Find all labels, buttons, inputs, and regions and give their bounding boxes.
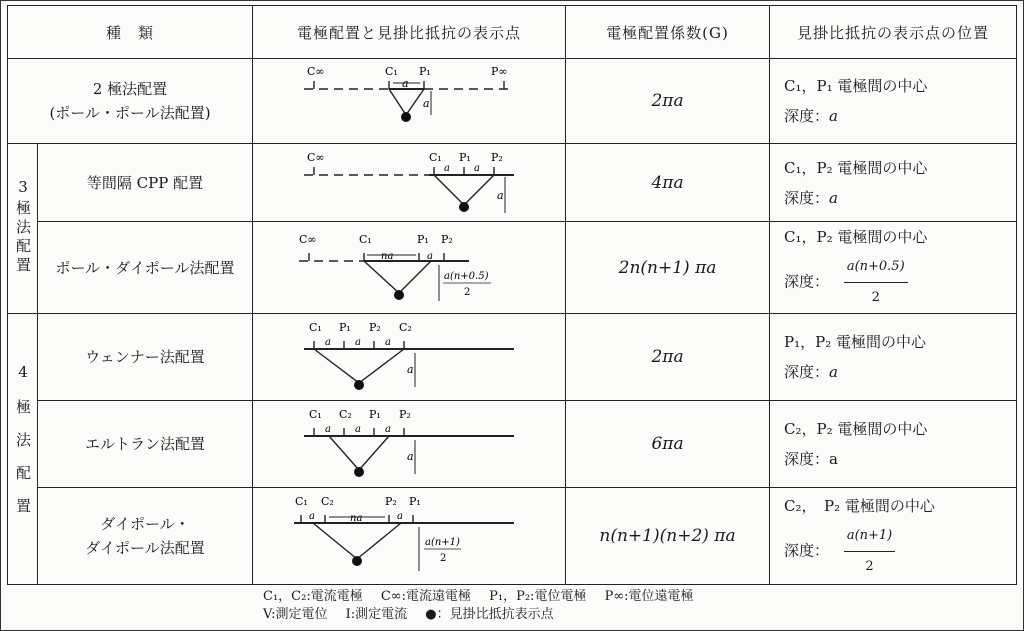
label-p-inf: P∞	[491, 65, 508, 78]
coef-cell: 2n(n+1) πa	[566, 222, 770, 314]
table-row	[8, 488, 1017, 585]
group-four-cell	[8, 314, 38, 585]
label-c2: C₂	[321, 495, 334, 508]
label-p2: P₂	[399, 408, 411, 421]
svg-text:a: a	[444, 162, 450, 174]
position-text: C₂，P₂ 電極間の中心	[784, 420, 928, 438]
pole-pole-diagram	[259, 59, 559, 139]
label-p2: P₂	[369, 321, 381, 334]
label-na: na	[381, 250, 394, 262]
legend-current-remote: C∞:電流遠電極	[380, 589, 471, 604]
label-c1: C₁	[295, 495, 308, 508]
table-row	[8, 222, 1017, 314]
group-three-label: 3極法配置	[14, 177, 32, 276]
svg-text:a: a	[397, 511, 403, 522]
position-cell	[770, 401, 1017, 488]
label-p1: P₁	[339, 321, 351, 334]
diagram-cell	[253, 401, 566, 488]
depth-label: 深度：	[784, 363, 830, 381]
diagram-cell	[253, 488, 566, 585]
label-c2: C₂	[399, 321, 412, 334]
legend-current-electrodes: C₁，C₂:電流電極	[263, 589, 363, 604]
display-point-dot	[394, 290, 404, 300]
pole-dipole-diagram	[259, 227, 559, 305]
svg-text:a(n+0.5): a(n+0.5)	[444, 270, 489, 282]
label-c2: C₂	[339, 408, 352, 421]
svg-text:a: a	[407, 450, 414, 463]
position-text: C₂， P₂ 電極間の中心	[784, 496, 935, 515]
type-cell	[8, 59, 253, 144]
type-name: ウェンナー法配置	[85, 348, 205, 366]
type-cell	[38, 314, 253, 401]
legend-measured-potential: V:測定電位	[263, 607, 328, 622]
depth-label: 深度：	[784, 107, 830, 125]
table-row	[8, 314, 1017, 401]
position-text: C₁，P₂ 電極間の中心	[784, 158, 928, 177]
cpp-diagram	[259, 145, 559, 217]
position-cell	[770, 222, 1017, 314]
label-c1: C₁	[385, 65, 398, 78]
coef-cell: 6πa	[566, 401, 770, 488]
depth-numerator: a(n+0.5)	[844, 252, 908, 283]
type-name: 等間隔 CPP 配置	[86, 173, 204, 192]
depth-denominator: 2	[871, 290, 880, 305]
position-cell	[770, 59, 1017, 144]
label-c1: C₁	[429, 150, 442, 164]
label-p2: P₂	[441, 232, 453, 246]
label-c1: C₁	[359, 232, 372, 246]
diagram-cell	[253, 314, 566, 401]
legend-line-1	[263, 588, 708, 606]
svg-text:a: a	[385, 337, 391, 348]
coef-cell: 2πa	[566, 314, 770, 401]
group-four-label: 4極法配置	[14, 363, 32, 531]
legend-measured-current: I:測定電流	[345, 607, 408, 622]
depth-value: a	[829, 450, 838, 468]
header-coef: 電極配置係数(G)	[566, 6, 770, 59]
type-name: エルトラン法配置	[85, 435, 206, 453]
table-row	[8, 59, 1017, 144]
label-a: a	[325, 424, 331, 435]
legend-potential-remote: P∞:電位遠電極	[604, 589, 694, 604]
label-c1: C₁	[309, 321, 322, 334]
type-name-sub: (ポール・ポール法配置)	[49, 104, 211, 122]
depth-label: 深度：	[784, 541, 830, 559]
header-diagram: 電極配置と見掛比抵抗の表示点	[253, 6, 566, 59]
svg-text:a: a	[355, 337, 361, 348]
display-point-dot	[354, 467, 364, 477]
position-cell	[770, 144, 1017, 222]
label-p1: P₁	[417, 232, 429, 246]
type-name: 2 極法配置	[92, 80, 168, 98]
depth-value: a	[829, 363, 838, 381]
diagram-cell	[253, 144, 566, 222]
wenner-diagram	[259, 315, 559, 395]
electrode-config-table	[7, 5, 1017, 585]
label-p1: P₁	[369, 408, 381, 421]
position-text: P₁，P₂ 電極間の中心	[784, 333, 926, 351]
table-row	[8, 144, 1017, 222]
type-cell	[38, 144, 253, 222]
label-p1: P₁	[459, 150, 471, 164]
label-a: a	[325, 337, 331, 348]
label-c-inf: C∞	[307, 150, 325, 164]
svg-text:a: a	[355, 424, 361, 435]
position-cell	[770, 314, 1017, 401]
label-p2: P₂	[385, 495, 397, 508]
display-point-dot	[352, 556, 362, 566]
type-name-sub: ダイポール法配置	[85, 539, 205, 557]
position-text: C₁，P₁ 電極間の中心	[784, 77, 928, 95]
label-a: a	[309, 511, 315, 522]
type-name: ポール・ダイポール法配置	[55, 258, 235, 277]
depth-fraction	[844, 521, 895, 582]
display-point-dot	[354, 380, 364, 390]
position-text: C₁，P₂ 電極間の中心	[784, 228, 928, 246]
label-a: a	[474, 162, 480, 174]
label-p2: P₂	[491, 150, 503, 164]
legend-line-2	[263, 606, 708, 624]
coef-cell: 2πa	[566, 59, 770, 144]
type-cell	[38, 401, 253, 488]
label-c-inf: C∞	[307, 65, 325, 78]
table-row	[8, 401, 1017, 488]
legend	[263, 588, 708, 624]
svg-text:2: 2	[464, 286, 471, 298]
svg-text:a: a	[407, 363, 414, 376]
label-p1: P₁	[419, 65, 431, 78]
header-type: 種 類	[8, 6, 253, 59]
type-name: ダイポール・	[100, 515, 190, 533]
group-three-cell	[8, 144, 38, 314]
eltran-diagram	[259, 402, 559, 482]
depth-numerator: a(n+1)	[844, 521, 895, 552]
label-na: na	[350, 513, 363, 524]
svg-text:a: a	[423, 97, 430, 110]
header-position: 見掛比抵抗の表示点の位置	[770, 6, 1017, 59]
depth-label: 深度：	[784, 450, 830, 468]
diagram-cell	[253, 59, 566, 144]
svg-text:a: a	[385, 424, 391, 435]
svg-text:a(n+1): a(n+1)	[425, 537, 460, 548]
svg-text:a: a	[497, 188, 504, 202]
diagram-cell	[253, 222, 566, 314]
coef-cell: n(n+1)(n+2) πa	[566, 488, 770, 585]
legend-display-point: ●：見掛比抵抗表示点	[425, 607, 554, 622]
depth-value: a	[829, 107, 838, 125]
display-point-dot	[401, 112, 411, 122]
type-cell	[38, 488, 253, 585]
depth-value: a	[829, 188, 838, 207]
coef-cell: 4πa	[566, 144, 770, 222]
type-cell	[38, 222, 253, 314]
svg-text:2: 2	[440, 553, 447, 564]
depth-label: 深度：	[784, 272, 830, 291]
depth-denominator: 2	[865, 558, 874, 574]
dipole-dipole-diagram	[259, 489, 559, 579]
legend-potential-electrodes: P₁，P₂:電位電極	[489, 589, 587, 604]
label-a: a	[427, 250, 433, 262]
display-point-dot	[459, 202, 469, 212]
label-c-inf: C∞	[299, 232, 317, 246]
header-row	[8, 6, 1017, 59]
label-a: a	[402, 77, 409, 90]
position-cell	[770, 488, 1017, 585]
depth-label: 深度：	[784, 188, 830, 207]
label-c1: C₁	[309, 408, 322, 421]
label-p1: P₁	[409, 495, 421, 508]
depth-fraction	[844, 252, 908, 313]
